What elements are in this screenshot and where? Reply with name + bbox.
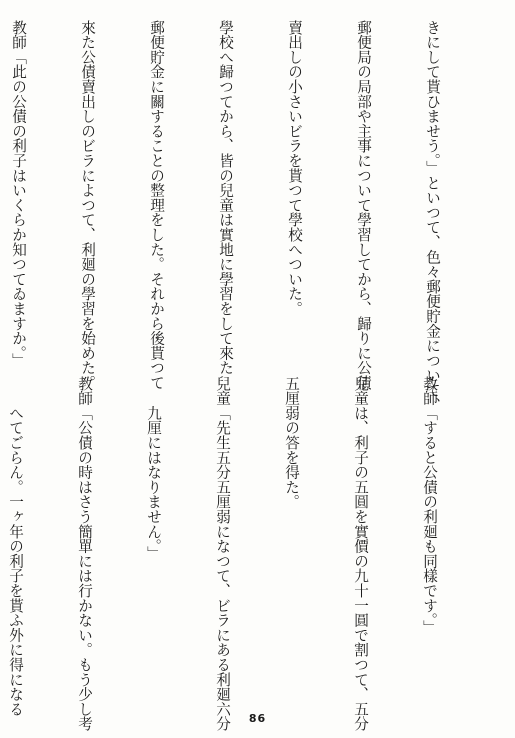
text-line: 學校へ歸つてから、皆の兒童は實地に學習をして來た bbox=[217, 20, 234, 376]
text-line: 郵便局の局部や主事について學習してから、歸りに公債 bbox=[355, 20, 372, 390]
text-line: へてごらん。一ヶ年の利子を貰ふ外に得になる bbox=[7, 376, 24, 717]
text-line: 兒童「先生五分五厘弱になつて、ビラにある利廻六分 bbox=[214, 376, 231, 732]
text-line: 五厘弱の答を得た。 bbox=[283, 376, 300, 510]
text-line: 兒童は、利子の五圓を實價の九十一圓で割つて、五分 bbox=[352, 376, 369, 732]
page-number: 86 bbox=[248, 712, 267, 725]
text-line: 九厘にはなりません。」 bbox=[145, 376, 162, 562]
text-line: 教師「此の公債の利子はいくらか知つてゐますか。」 bbox=[10, 20, 27, 368]
text-line: きにして貰ひませう。」といつて、色々郵便貯金について、 bbox=[424, 20, 441, 413]
text-line: 來た公債賣出しのビラによつて、利廻の學習を始めた。 bbox=[79, 20, 96, 390]
text-line: 教師「公債の時はさう簡單には行かない。もう少し考 bbox=[76, 376, 93, 732]
text-line: 教師「すると公債の利廻も同樣です。」 bbox=[421, 376, 438, 636]
upper-text-block bbox=[10, 20, 490, 413]
text-line: 賣出しの小さいビラを貰つて學校へついた。 bbox=[286, 20, 303, 316]
text-line: 郵便貯金に關することの整理をした。それから後貰つて bbox=[148, 20, 165, 390]
